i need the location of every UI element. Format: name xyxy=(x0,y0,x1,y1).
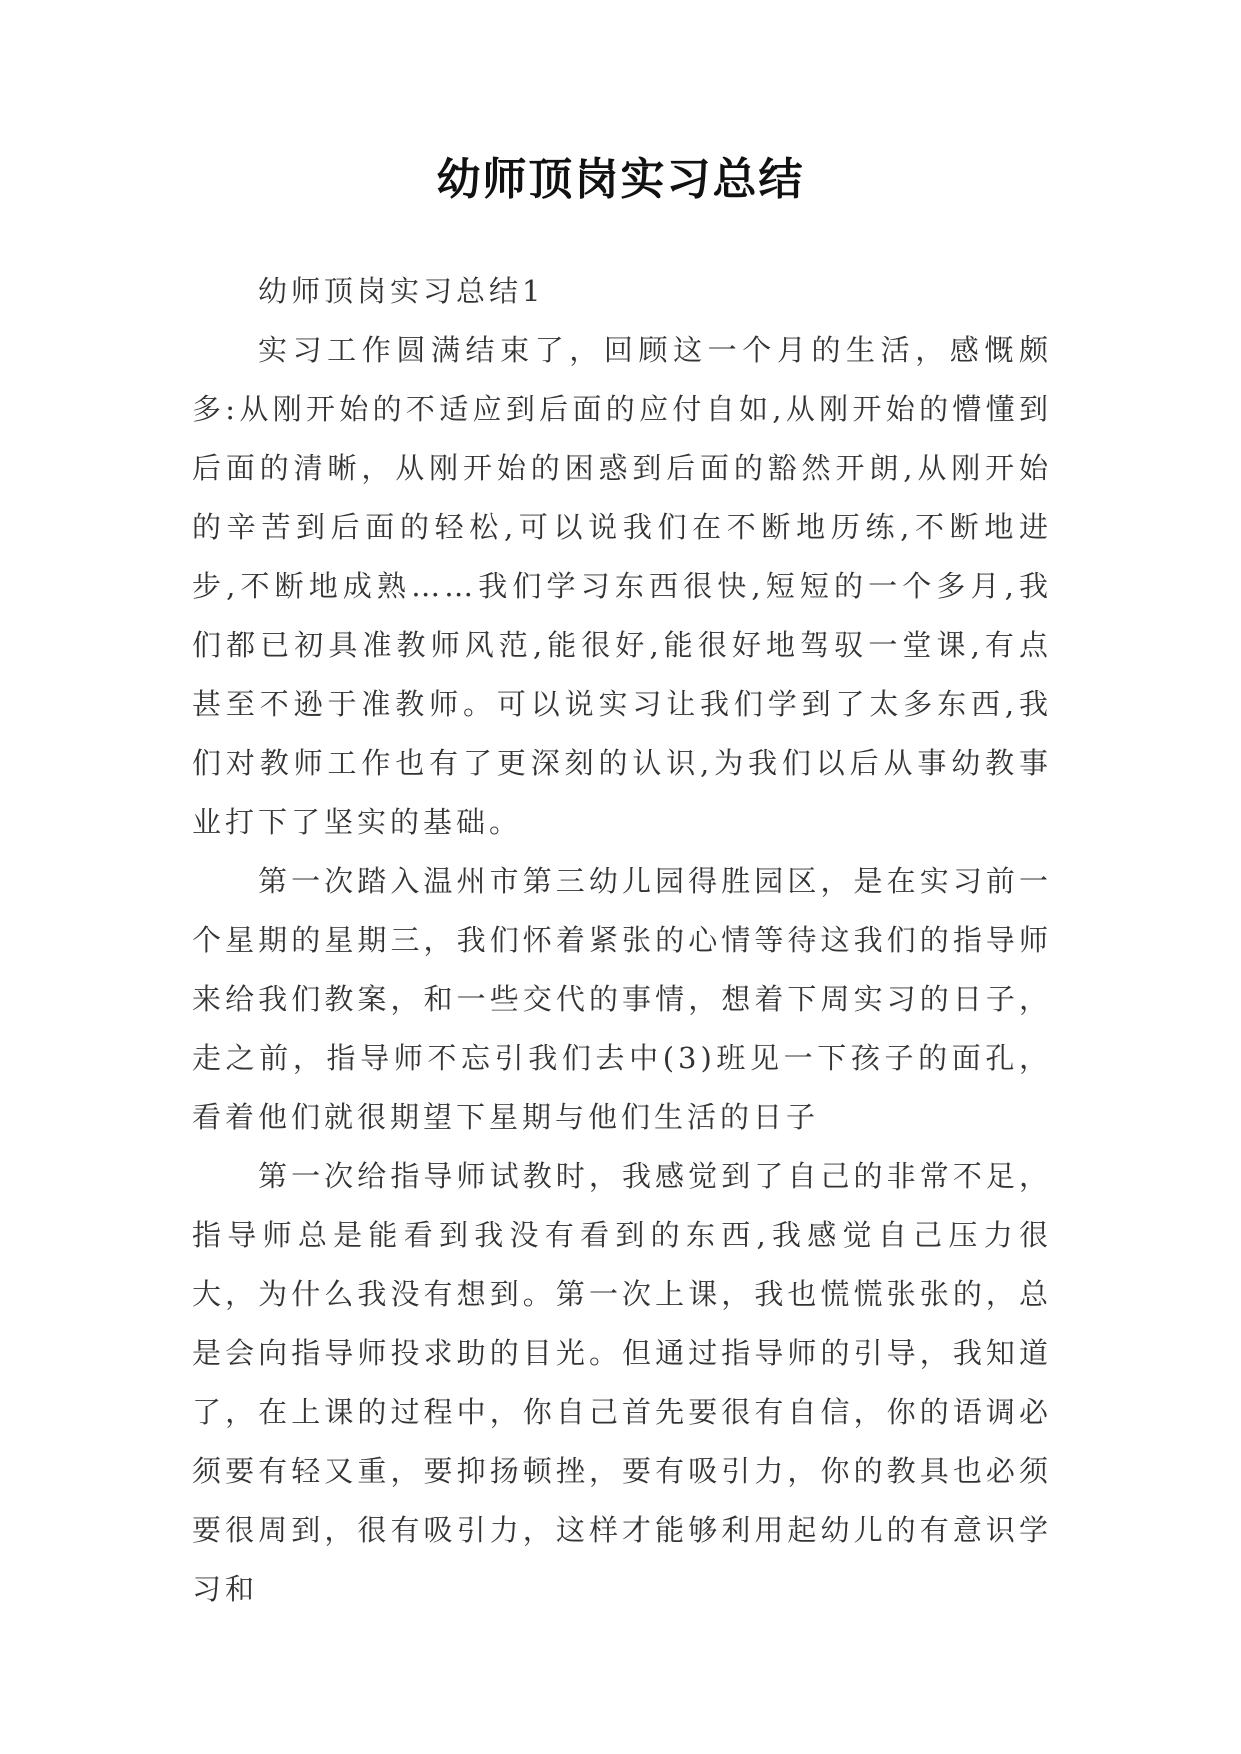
section-heading: 幼师顶岗实习总结1 xyxy=(258,274,545,308)
paragraph: 实习工作圆满结束了，回顾这一个月的生活，感慨颇多:从刚开始的不适应到后面的应付自如,从刚开始的懵懂到后面的清晰，从刚开始的困惑到后面的豁然开朗,从刚开始的辛苦到后面的轻松,可以说我们在不断地历练,不断地进步,不断地成熟……我们学习东西很快,短短的一个多月,我们都已初具准教师风范,能很好,能很好地驾驭一堂课,有点甚至不逊于准教师。可以说实习让我们学到了太多东西,我们对教师工作也有了更深刻的认识,为我们以后从事幼教事业打下了坚实的基础。 xyxy=(192,333,1052,839)
document-body xyxy=(192,262,1052,1619)
paragraph: 第一次踏入温州市第三幼儿园得胜园区，是在实习前一个星期的星期三，我们怀着紧张的心情等待这我们的指导师来给我们教案，和一些交代的事情，想着下周实习的日子，走之前，指导师不忘引我们去中(3)班见一下孩子的面孔，看着他们就很期望下星期与他们生活的日子 xyxy=(192,864,1052,1134)
paragraph: 第一次给指导师试教时，我感觉到了自己的非常不足，指导师总是能看到我没有看到的东西,我感觉自己压力很大，为什么我没有想到。第一次上课，我也慌慌张张的，总是会向指导师投求助的目光。但通过指导师的引导，我知道了，在上课的过程中，你自己首先要很有自信，你的语调必须要有轻又重，要抑扬顿挫，要有吸引力，你的教具也必须要很周到，很有吸引力，这样才能够利用起幼儿的有意识学习和 xyxy=(192,1159,1052,1606)
document-title: 幼师顶岗实习总结 xyxy=(436,154,805,205)
